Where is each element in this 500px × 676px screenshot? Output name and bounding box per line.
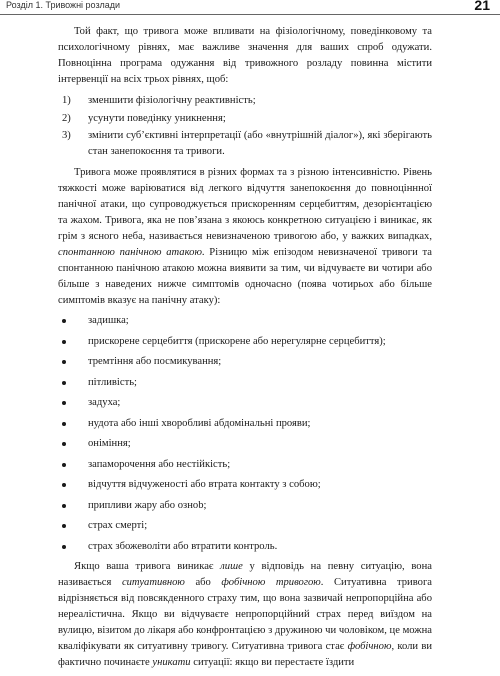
list-item (58, 457, 432, 473)
bullet-icon (62, 401, 66, 405)
list-item (58, 334, 432, 350)
symptom-text: відчуття відчуженості або втрата контакту з собою; (88, 479, 321, 491)
list-item (58, 436, 432, 452)
list-item (58, 498, 432, 514)
goals-list (58, 93, 432, 161)
bullet-icon (62, 360, 66, 364)
list-item-number: 1) (62, 94, 71, 106)
bullet-icon (62, 504, 66, 508)
bullet-icon (62, 442, 66, 446)
page-body (58, 24, 432, 676)
symptom-text: тремтіння або посмикування; (88, 356, 222, 368)
situational-term-2: ситуативною (121, 577, 185, 589)
forms-term: спонтанною панічною атакою (58, 246, 202, 258)
situational-paragraph (58, 559, 432, 670)
list-item-number: 3) (62, 130, 71, 142)
symptom-text: нудота або інші хворобливі абдомінальні прояви; (88, 417, 311, 429)
list-item (58, 539, 432, 555)
symptom-text: припливи жару або ознob; (88, 499, 207, 511)
list-item-text: зменшити фізіологічну реактивність; (88, 94, 256, 106)
symptom-text: прискорене серцебиття (прискорене або нерегулярне серцебиття); (88, 335, 386, 347)
page-number: 21 (474, 0, 490, 13)
list-item-number: 2) (62, 112, 71, 124)
forms-paragraph (58, 165, 432, 308)
forms-text-2: . Різницю між епізодом невизначеної тривоги та спонтанною панічною атакою можна виявити за тим, чи відчуваєте ви чотири або більше з наведених нижче симптомів одночасно (поява чотирьох або більше симптомів вказує на панічну атаку): (58, 246, 432, 306)
bullet-icon (62, 483, 66, 487)
bullet-icon (62, 463, 66, 467)
bullet-icon (62, 381, 66, 385)
situational-term-5: уникати (152, 656, 191, 668)
symptom-text: страх збожеволіти або втратити контроль. (88, 540, 278, 552)
list-item (58, 128, 432, 160)
situational-text-1: Якщо ваша тривога виникає (74, 561, 221, 573)
list-item-text: усунути поведінку уникнення; (88, 112, 226, 124)
symptom-text: задишка; (88, 315, 129, 327)
situational-term-4: фобічною (347, 640, 392, 652)
bullet-icon (62, 545, 66, 549)
list-item (58, 395, 432, 411)
symptom-text: страх смерті; (88, 520, 148, 532)
situational-text-3: або (184, 577, 222, 589)
list-item (58, 477, 432, 493)
situational-text-6: ситуації: якщо ви перестаєте їздити (190, 656, 355, 668)
forms-text-1: Тривога може проявлятися в різних формах та з різною інтенсивністю. Рівень тяжкості може варіюватися від легкого відчуття занепокоєння до повноціннної панічної атаки, що супроводжується прискоренням серцебиттям, дезорієнтацією та жахом. Тривога, яка не пов’язана з якоюсь конкретною ситуацією і виникає, як грім з ясного неба, називається невизначеною тривогою або, у важких випадках, (58, 167, 432, 242)
situational-term-3: фобічною тривогою (221, 577, 321, 589)
situational-term-1: лише (220, 561, 243, 573)
symptom-text: запаморочення або нестійкість; (88, 458, 231, 470)
symptom-text: оніміння; (88, 438, 131, 450)
list-item (58, 518, 432, 534)
situational-text-5: , коли ви фактично починаєте (58, 640, 432, 668)
list-item (58, 111, 432, 127)
situational-text-4: . Ситуативна тривога відрізняється від повсякденного страху тим, що вона зазвичай непропорційна або нереалістична. Якщо ви відчуваєте непропорційний страх перед виїздом на вулицю, візитом до лікаря або конфронтацією з дружиною чи чоловіком, це можна кваліфікувати як ситуативну тривогу. Ситуативна тривога стає (58, 577, 432, 652)
symptom-text: пітливість; (88, 376, 137, 388)
bullet-icon (62, 319, 66, 323)
bullet-icon (62, 524, 66, 528)
bullet-icon (62, 340, 66, 344)
page-header (0, 0, 500, 15)
symptoms-list (58, 313, 432, 554)
list-item (58, 416, 432, 432)
bullet-icon (62, 422, 66, 426)
list-item (58, 354, 432, 370)
list-item (58, 93, 432, 109)
list-item-text: змінити суб’єктивні інтерпретації (або «внутрішній діалог»), які зберігають стан занепокоєння та тривоги. (88, 130, 432, 158)
situational-text-2: у відповідь на певну ситуацію, вона називається (58, 561, 432, 589)
chapter-title: Розділ 1. Тривожні розлади (6, 0, 121, 10)
list-item (58, 313, 432, 329)
symptom-text: задуха; (88, 397, 121, 409)
list-item (58, 375, 432, 391)
intro-paragraph: Той факт, що тривога може впливати на фізіологічному, поведінковому та психологічному рівнях, має важливе значення для ваших спроб одужати. Повноцінна програма одужання від тривожного розладу повинна містити інтервенції на всіх трьох рівнях, щоб: (58, 26, 432, 85)
